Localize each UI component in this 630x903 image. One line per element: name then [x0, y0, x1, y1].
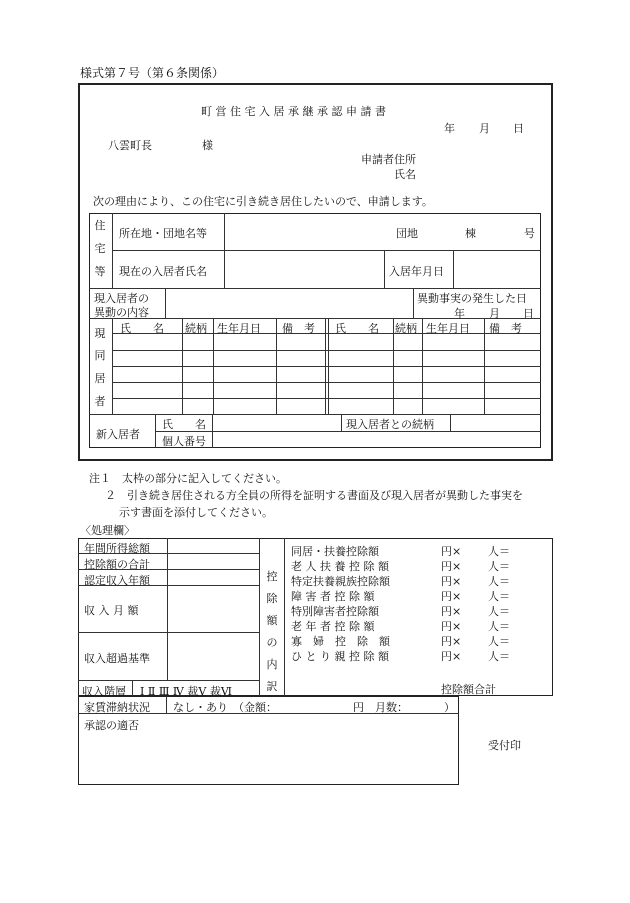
- applicant-address-label: 申請者住所: [361, 153, 416, 166]
- change-label-2: 異動の内容: [94, 306, 149, 319]
- deduction-side-6: 訳: [266, 680, 278, 693]
- cohab-side-3: 居: [94, 372, 106, 385]
- note-2-line-1: ２ 引き続き居住される方全員の所得を証明する書面及び現入居者が異動した事実を: [105, 489, 523, 502]
- deduction-4: 特別障害者控除額: [291, 605, 379, 618]
- rent-amount-label: （金額：: [233, 701, 277, 714]
- yen-3: 円×: [441, 590, 462, 603]
- cohab-header-note-2: 備 考: [489, 322, 522, 335]
- excess-income-label: 収入超過基準: [84, 652, 150, 665]
- income-tier-label: 収入階層: [82, 685, 126, 698]
- yen-4: 円×: [441, 605, 462, 618]
- person-7: 人＝: [488, 650, 510, 663]
- person-2: 人＝: [488, 575, 510, 588]
- cohab-side-4: 者: [94, 395, 106, 408]
- date-year: 年: [444, 122, 455, 135]
- deduction-side-3: 額: [266, 614, 278, 627]
- cohab-header-name-2: 氏 名: [335, 322, 379, 335]
- deduction-7: ひ と り 親 控 除 額: [291, 650, 389, 663]
- new-tenant-name-label: 氏 名: [162, 418, 206, 431]
- unit-label: 号: [524, 227, 535, 240]
- addressee: 八雲町長: [108, 139, 152, 152]
- building-label: 棟: [465, 227, 476, 240]
- deduction-3: 障 害 者 控 除 額: [291, 590, 375, 603]
- cohab-header-birth-2: 生年月日: [426, 322, 470, 335]
- change-date-label: 異動事実の発生した日: [417, 292, 527, 305]
- deduction-side-4: の: [266, 636, 278, 649]
- change-year: 年: [454, 307, 465, 320]
- honorific: 様: [202, 139, 213, 152]
- statement: 次の理由により、この住宅に引き続き居住したいので、申請します。: [93, 195, 433, 208]
- yen-0: 円×: [441, 545, 462, 558]
- new-tenant-id-label: 個人番号: [162, 435, 206, 448]
- new-tenant-label: 新入居者: [96, 428, 140, 441]
- form-number: 様式第７号（第６条関係）: [80, 66, 225, 80]
- housing-side-1: 住: [94, 219, 106, 232]
- change-label-1: 現入居者の: [94, 292, 149, 305]
- applicant-name-label: 氏名: [394, 168, 416, 181]
- income-tiers: Ⅰ Ⅱ Ⅲ Ⅳ 裁Ⅴ 裁Ⅵ: [140, 685, 232, 698]
- yen-2: 円×: [441, 575, 462, 588]
- rent-options: なし・あり: [173, 701, 228, 714]
- yen-1: 円×: [441, 560, 462, 573]
- location-label: 所在地・団地名等: [119, 227, 207, 240]
- yen-5: 円×: [441, 620, 462, 633]
- yen-7: 円×: [441, 650, 462, 663]
- deduction-side-5: 内: [266, 658, 278, 671]
- housing-side-2: 宅: [94, 242, 106, 255]
- person-5: 人＝: [488, 620, 510, 633]
- cohab-side-2: 同: [94, 349, 106, 362]
- person-0: 人＝: [488, 545, 510, 558]
- processing-heading: 〈処理欄〉: [80, 524, 135, 537]
- cohab-header-name-1: 氏 名: [120, 322, 164, 335]
- cohab-header-relation-1: 続柄: [185, 322, 207, 335]
- form-title: 町 営 住 宅 入 居 承 継 承 認 申 請 書: [201, 105, 386, 118]
- deduction-1: 老 人 扶 養 控 除 額: [291, 560, 389, 573]
- date-month: 月: [479, 122, 490, 135]
- rent-months-label: 月数：: [375, 701, 408, 714]
- deduction-side-1: 控: [266, 570, 278, 583]
- change-day: 日: [523, 307, 534, 320]
- annual-income-label: 年間所得総額: [84, 542, 150, 555]
- change-month: 月: [489, 307, 500, 320]
- cohab-header-birth-1: 生年月日: [217, 322, 261, 335]
- monthly-income-label: 収 入 月 額: [84, 604, 139, 617]
- deduction-total-label: 控除額合計: [441, 683, 496, 696]
- deduction-2: 特定扶養親族控除額: [291, 575, 390, 588]
- yen-6: 円×: [441, 635, 462, 648]
- person-6: 人＝: [488, 635, 510, 648]
- person-1: 人＝: [488, 560, 510, 573]
- deduction-sum-label: 控除額の合計: [84, 558, 150, 571]
- note-2-line-2: 示す書面を添付してください。: [119, 506, 273, 519]
- move-in-date-label: 入居年月日: [389, 265, 444, 278]
- note-1: 注１ 太枠の部分に記入してください。: [89, 472, 287, 485]
- rent-yen: 円: [353, 701, 364, 714]
- receipt-stamp-label: 受付印: [488, 739, 521, 752]
- rent-status-label: 家賃滞納状況: [84, 701, 150, 714]
- approval-label: 承認の適否: [84, 719, 139, 732]
- deduction-5: 老 年 者 控 除 額: [291, 620, 375, 633]
- complex-label: 団地: [396, 227, 418, 240]
- deduction-0: 同居・扶養控除額: [291, 545, 379, 558]
- current-tenant-label: 現在の入居者氏名: [119, 265, 207, 278]
- deduction-side-2: 除: [266, 592, 278, 605]
- cohab-side-1: 現: [94, 327, 106, 340]
- date-day: 日: [513, 122, 524, 135]
- new-tenant-relation-label: 現入居者との続柄: [346, 418, 434, 431]
- certified-income-label: 認定収入年額: [84, 574, 150, 587]
- deduction-6: 寡 婦 控 除 額: [291, 635, 390, 648]
- cohab-header-note-1: 備 考: [282, 322, 315, 335]
- rent-close: ）: [444, 701, 455, 714]
- person-4: 人＝: [488, 605, 510, 618]
- person-3: 人＝: [488, 590, 510, 603]
- cohab-header-relation-2: 続柄: [395, 322, 417, 335]
- housing-side-3: 等: [94, 265, 106, 278]
